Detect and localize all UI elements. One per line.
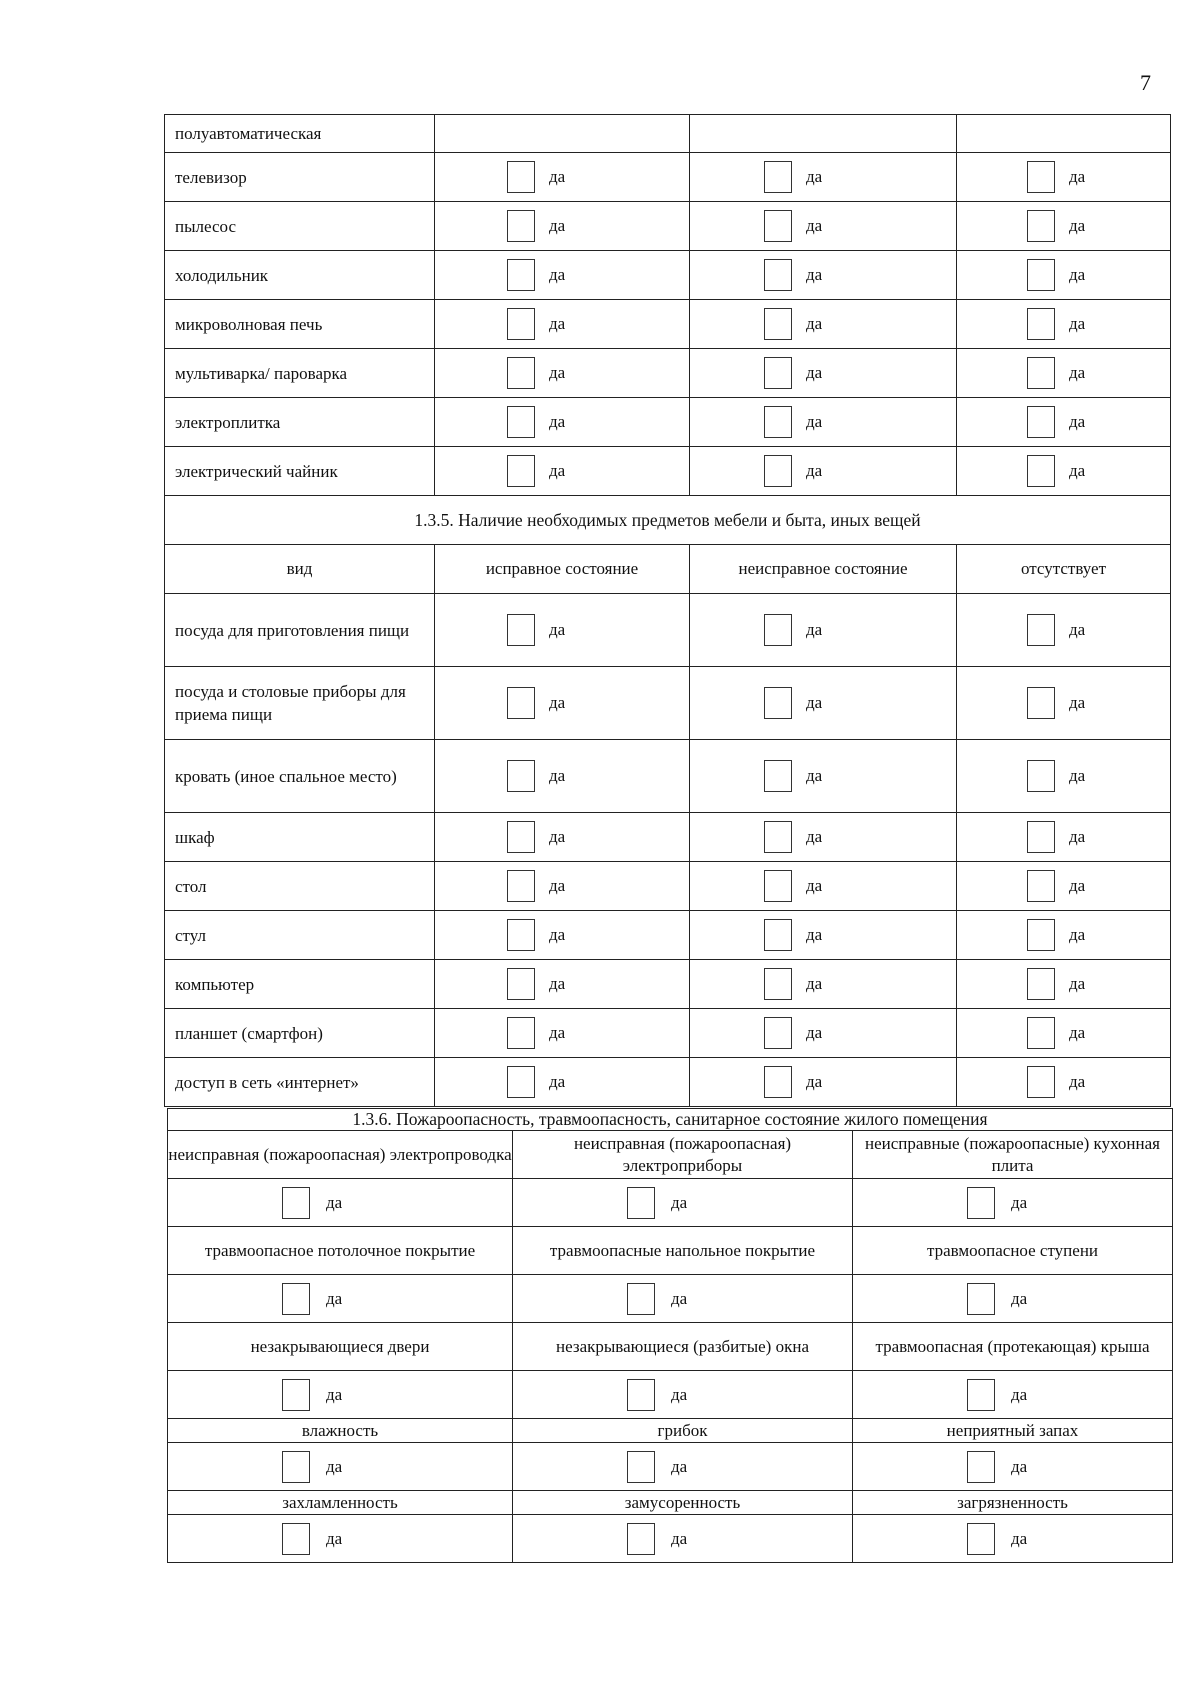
table-row — [165, 960, 1171, 1009]
column-header: вид — [165, 545, 435, 594]
yes-cell — [690, 911, 957, 960]
checkbox[interactable] — [507, 821, 535, 853]
yes-cell — [690, 398, 957, 447]
yes-cell — [957, 813, 1171, 862]
yes-cell — [435, 447, 690, 496]
yes-cell — [168, 1443, 513, 1491]
checkbox[interactable] — [1027, 455, 1055, 487]
yes-label: да — [1069, 216, 1086, 235]
yes-cell — [435, 960, 690, 1009]
checkbox[interactable] — [764, 821, 792, 853]
yes-cell — [957, 251, 1171, 300]
checkbox[interactable] — [764, 406, 792, 438]
yes-cell — [168, 1179, 513, 1227]
yes-label: да — [806, 314, 823, 333]
column-header: незакрывающиеся (разбитые) окна — [513, 1323, 853, 1371]
table-row — [165, 251, 1171, 300]
yes-label: да — [806, 363, 823, 382]
table-row — [168, 1515, 1173, 1563]
yes-label: да — [1011, 1288, 1028, 1308]
row-label: посуда для приготовления пищи — [165, 594, 435, 667]
yes-cell — [690, 862, 957, 911]
checkbox[interactable] — [967, 1283, 995, 1315]
checkbox[interactable] — [627, 1379, 655, 1411]
checkbox[interactable] — [627, 1451, 655, 1483]
column-header: грибок — [513, 1419, 853, 1443]
checkbox[interactable] — [1027, 614, 1055, 646]
checkbox[interactable] — [1027, 968, 1055, 1000]
yes-cell — [853, 1515, 1173, 1563]
yes-cell — [435, 740, 690, 813]
checkbox[interactable] — [1027, 406, 1055, 438]
row-label: телевизор — [165, 153, 435, 202]
checkbox[interactable] — [507, 1017, 535, 1049]
yes-label: да — [671, 1456, 688, 1476]
row-label: полуавтоматическая — [165, 115, 435, 153]
checkbox[interactable] — [967, 1187, 995, 1219]
checkbox[interactable] — [507, 357, 535, 389]
table-row — [165, 447, 1171, 496]
yes-cell — [513, 1443, 853, 1491]
column-header: незакрывающиеся двери — [168, 1323, 513, 1371]
yes-cell — [435, 300, 690, 349]
yes-label: да — [1011, 1456, 1028, 1476]
yes-cell — [957, 594, 1171, 667]
section-row — [168, 1109, 1173, 1131]
yes-label: да — [326, 1192, 343, 1212]
yes-label: да — [1011, 1528, 1028, 1548]
yes-cell — [690, 1009, 957, 1058]
table-row — [165, 202, 1171, 251]
yes-label: да — [1069, 461, 1086, 480]
yes-cell — [435, 398, 690, 447]
column-header: влажность — [168, 1419, 513, 1443]
empty-cell — [435, 115, 690, 153]
empty-cell — [690, 115, 957, 153]
row-label: кровать (иное спальное место) — [165, 740, 435, 813]
yes-cell — [435, 594, 690, 667]
yes-cell — [690, 740, 957, 813]
header-row — [165, 545, 1171, 594]
checkbox[interactable] — [764, 259, 792, 291]
yes-cell — [435, 1058, 690, 1107]
yes-cell — [690, 667, 957, 740]
section-title: 1.3.5. Наличие необходимых предметов мебели и быта, иных вещей — [165, 496, 1171, 545]
yes-cell — [957, 911, 1171, 960]
header-row — [168, 1491, 1173, 1515]
yes-label: да — [549, 620, 566, 639]
yes-label: да — [549, 314, 566, 333]
yes-label: да — [1069, 1023, 1086, 1042]
checkbox[interactable] — [764, 919, 792, 951]
checkbox[interactable] — [282, 1283, 310, 1315]
checkbox[interactable] — [507, 308, 535, 340]
yes-label: да — [549, 412, 566, 431]
checkbox[interactable] — [507, 406, 535, 438]
yes-label: да — [549, 1072, 566, 1091]
yes-cell — [435, 911, 690, 960]
yes-label: да — [806, 412, 823, 431]
yes-label: да — [806, 1023, 823, 1042]
yes-label: да — [806, 693, 823, 712]
checkbox[interactable] — [507, 455, 535, 487]
yes-label: да — [806, 167, 823, 186]
checkbox[interactable] — [967, 1379, 995, 1411]
table-row — [168, 1179, 1173, 1227]
yes-cell — [513, 1179, 853, 1227]
checkbox[interactable] — [507, 919, 535, 951]
section-title: 1.3.6. Пожароопасность, травмоопасность, санитарное состояние жилого помещения — [168, 1109, 1173, 1131]
row-label: компьютер — [165, 960, 435, 1009]
checkbox[interactable] — [1027, 919, 1055, 951]
yes-cell — [957, 300, 1171, 349]
checkbox[interactable] — [764, 210, 792, 242]
table-row — [165, 398, 1171, 447]
row-label: стол — [165, 862, 435, 911]
checkbox[interactable] — [507, 968, 535, 1000]
yes-cell — [957, 862, 1171, 911]
checkbox[interactable] — [764, 870, 792, 902]
table-row — [165, 349, 1171, 398]
yes-cell — [690, 202, 957, 251]
yes-label: да — [1069, 265, 1086, 284]
checkbox[interactable] — [1027, 760, 1055, 792]
checkbox[interactable] — [507, 870, 535, 902]
yes-label: да — [806, 216, 823, 235]
yes-label: да — [549, 363, 566, 382]
yes-cell — [690, 300, 957, 349]
yes-label: да — [549, 974, 566, 993]
row-label: стул — [165, 911, 435, 960]
yes-label: да — [1069, 827, 1086, 846]
row-label: электрический чайник — [165, 447, 435, 496]
column-header: отсутствует — [957, 545, 1171, 594]
row-label: посуда и столовые приборы для приема пищи — [165, 667, 435, 740]
table-row — [165, 153, 1171, 202]
checkbox[interactable] — [282, 1379, 310, 1411]
checkbox[interactable] — [764, 357, 792, 389]
yes-label: да — [806, 876, 823, 895]
yes-label: да — [806, 461, 823, 480]
yes-label: да — [1069, 693, 1086, 712]
column-header: захламленность — [168, 1491, 513, 1515]
yes-label: да — [1011, 1384, 1028, 1404]
column-header: травмоопасное ступени — [853, 1227, 1173, 1275]
row-label: микроволновая печь — [165, 300, 435, 349]
checkbox[interactable] — [282, 1187, 310, 1219]
yes-label: да — [671, 1192, 688, 1212]
yes-cell — [435, 251, 690, 300]
column-header: замусоренность — [513, 1491, 853, 1515]
empty-cell — [957, 115, 1171, 153]
yes-label: да — [806, 974, 823, 993]
yes-label: да — [671, 1528, 688, 1548]
checkbox[interactable] — [507, 760, 535, 792]
checkbox[interactable] — [507, 687, 535, 719]
checkbox[interactable] — [1027, 308, 1055, 340]
yes-cell — [168, 1275, 513, 1323]
yes-cell — [168, 1371, 513, 1419]
checkbox[interactable] — [1027, 821, 1055, 853]
yes-cell — [853, 1179, 1173, 1227]
checkbox[interactable] — [507, 210, 535, 242]
yes-cell — [513, 1371, 853, 1419]
checkbox[interactable] — [1027, 210, 1055, 242]
yes-label: да — [1069, 363, 1086, 382]
header-row — [168, 1419, 1173, 1443]
header-row — [168, 1323, 1173, 1371]
row-label: холодильник — [165, 251, 435, 300]
yes-label: да — [1069, 314, 1086, 333]
yes-cell — [957, 1009, 1171, 1058]
yes-cell — [957, 1058, 1171, 1107]
row-label: мультиварка/ пароварка — [165, 349, 435, 398]
yes-cell — [168, 1515, 513, 1563]
yes-cell — [853, 1443, 1173, 1491]
checkbox[interactable] — [764, 455, 792, 487]
yes-cell — [690, 594, 957, 667]
yes-label: да — [1011, 1192, 1028, 1212]
column-header: неисправное состояние — [690, 545, 957, 594]
yes-cell — [435, 813, 690, 862]
checkbox[interactable] — [1027, 870, 1055, 902]
table-row — [165, 813, 1171, 862]
yes-label: да — [549, 766, 566, 785]
yes-cell — [435, 153, 690, 202]
yes-cell — [435, 667, 690, 740]
yes-label: да — [326, 1528, 343, 1548]
yes-cell — [690, 447, 957, 496]
yes-label: да — [326, 1288, 343, 1308]
table-row — [165, 911, 1171, 960]
checkbox[interactable] — [282, 1451, 310, 1483]
yes-label: да — [1069, 620, 1086, 639]
table-row — [165, 667, 1171, 740]
yes-cell — [957, 960, 1171, 1009]
checkbox[interactable] — [764, 308, 792, 340]
yes-cell — [957, 398, 1171, 447]
checkbox[interactable] — [764, 161, 792, 193]
safety-table — [167, 1108, 1173, 1563]
table-row — [168, 1275, 1173, 1323]
yes-label: да — [549, 167, 566, 186]
table-row — [165, 115, 1171, 153]
yes-label: да — [549, 1023, 566, 1042]
checkbox[interactable] — [627, 1523, 655, 1555]
column-header: неисправная (пожароопасная) электропроводка — [168, 1131, 513, 1179]
yes-label: да — [549, 216, 566, 235]
yes-cell — [513, 1275, 853, 1323]
column-header: травмоопасные напольное покрытие — [513, 1227, 853, 1275]
yes-cell — [957, 447, 1171, 496]
row-label: электроплитка — [165, 398, 435, 447]
yes-label: да — [806, 766, 823, 785]
yes-label: да — [671, 1384, 688, 1404]
table-row — [168, 1371, 1173, 1419]
section-row — [165, 496, 1171, 545]
table-row — [165, 300, 1171, 349]
yes-label: да — [1069, 412, 1086, 431]
column-header: травмоопасное потолочное покрытие — [168, 1227, 513, 1275]
table-row — [165, 862, 1171, 911]
yes-cell — [957, 202, 1171, 251]
column-header: загрязненность — [853, 1491, 1173, 1515]
checkbox[interactable] — [282, 1523, 310, 1555]
column-header: травмоопасная (протекающая) крыша — [853, 1323, 1173, 1371]
checkbox[interactable] — [967, 1523, 995, 1555]
yes-cell — [690, 960, 957, 1009]
yes-cell — [690, 153, 957, 202]
yes-label: да — [549, 925, 566, 944]
yes-cell — [957, 667, 1171, 740]
yes-label: да — [1069, 766, 1086, 785]
yes-label: да — [1069, 925, 1086, 944]
yes-label: да — [806, 1072, 823, 1091]
yes-label: да — [1069, 876, 1086, 895]
column-header: неисправные (пожароопасные) кухонная плита — [853, 1131, 1173, 1179]
header-row — [168, 1227, 1173, 1275]
yes-cell — [853, 1275, 1173, 1323]
checkbox[interactable] — [1027, 357, 1055, 389]
yes-cell — [853, 1371, 1173, 1419]
row-label: пылесос — [165, 202, 435, 251]
yes-label: да — [806, 265, 823, 284]
table-row — [165, 1009, 1171, 1058]
checkbox[interactable] — [1027, 1017, 1055, 1049]
yes-cell — [435, 862, 690, 911]
checkbox[interactable] — [1027, 1066, 1055, 1098]
yes-cell — [690, 813, 957, 862]
yes-label: да — [326, 1456, 343, 1476]
page-number: 7 — [1140, 70, 1151, 95]
checkbox[interactable] — [507, 161, 535, 193]
checkbox[interactable] — [764, 1017, 792, 1049]
checkbox[interactable] — [764, 614, 792, 646]
yes-cell — [690, 251, 957, 300]
yes-label: да — [806, 827, 823, 846]
yes-cell — [435, 202, 690, 251]
checkbox[interactable] — [1027, 687, 1055, 719]
checkbox[interactable] — [627, 1187, 655, 1219]
yes-cell — [957, 740, 1171, 813]
yes-label: да — [806, 620, 823, 639]
yes-label: да — [1069, 167, 1086, 186]
yes-label: да — [671, 1288, 688, 1308]
row-label: планшет (смартфон) — [165, 1009, 435, 1058]
checkbox[interactable] — [1027, 259, 1055, 291]
yes-label: да — [549, 265, 566, 284]
yes-cell — [513, 1515, 853, 1563]
header-row — [168, 1131, 1173, 1179]
yes-cell — [957, 349, 1171, 398]
yes-cell — [435, 1009, 690, 1058]
table-row — [168, 1443, 1173, 1491]
row-label: доступ в сеть «интернет» — [165, 1058, 435, 1107]
table-row — [165, 1058, 1171, 1107]
checkbox[interactable] — [764, 760, 792, 792]
checkbox[interactable] — [764, 968, 792, 1000]
checkbox[interactable] — [1027, 161, 1055, 193]
yes-label: да — [549, 876, 566, 895]
yes-cell — [690, 349, 957, 398]
checkbox[interactable] — [627, 1283, 655, 1315]
column-header: неисправная (пожароопасная) электроприборы — [513, 1131, 853, 1179]
yes-label: да — [1069, 1072, 1086, 1091]
checkbox[interactable] — [764, 687, 792, 719]
yes-cell — [957, 153, 1171, 202]
checkbox[interactable] — [764, 1066, 792, 1098]
yes-label: да — [326, 1384, 343, 1404]
yes-label: да — [549, 693, 566, 712]
column-header: исправное состояние — [435, 545, 690, 594]
table-row — [165, 740, 1171, 813]
checkbox[interactable] — [507, 259, 535, 291]
checkbox[interactable] — [507, 1066, 535, 1098]
column-header: неприятный запах — [853, 1419, 1173, 1443]
yes-label: да — [806, 925, 823, 944]
yes-label: да — [549, 827, 566, 846]
yes-label: да — [1069, 974, 1086, 993]
yes-cell — [690, 1058, 957, 1107]
checkbox[interactable] — [967, 1451, 995, 1483]
row-label: шкаф — [165, 813, 435, 862]
appliances-furniture-table — [164, 114, 1171, 1107]
yes-label: да — [549, 461, 566, 480]
table-row — [165, 594, 1171, 667]
checkbox[interactable] — [507, 614, 535, 646]
yes-cell — [435, 349, 690, 398]
